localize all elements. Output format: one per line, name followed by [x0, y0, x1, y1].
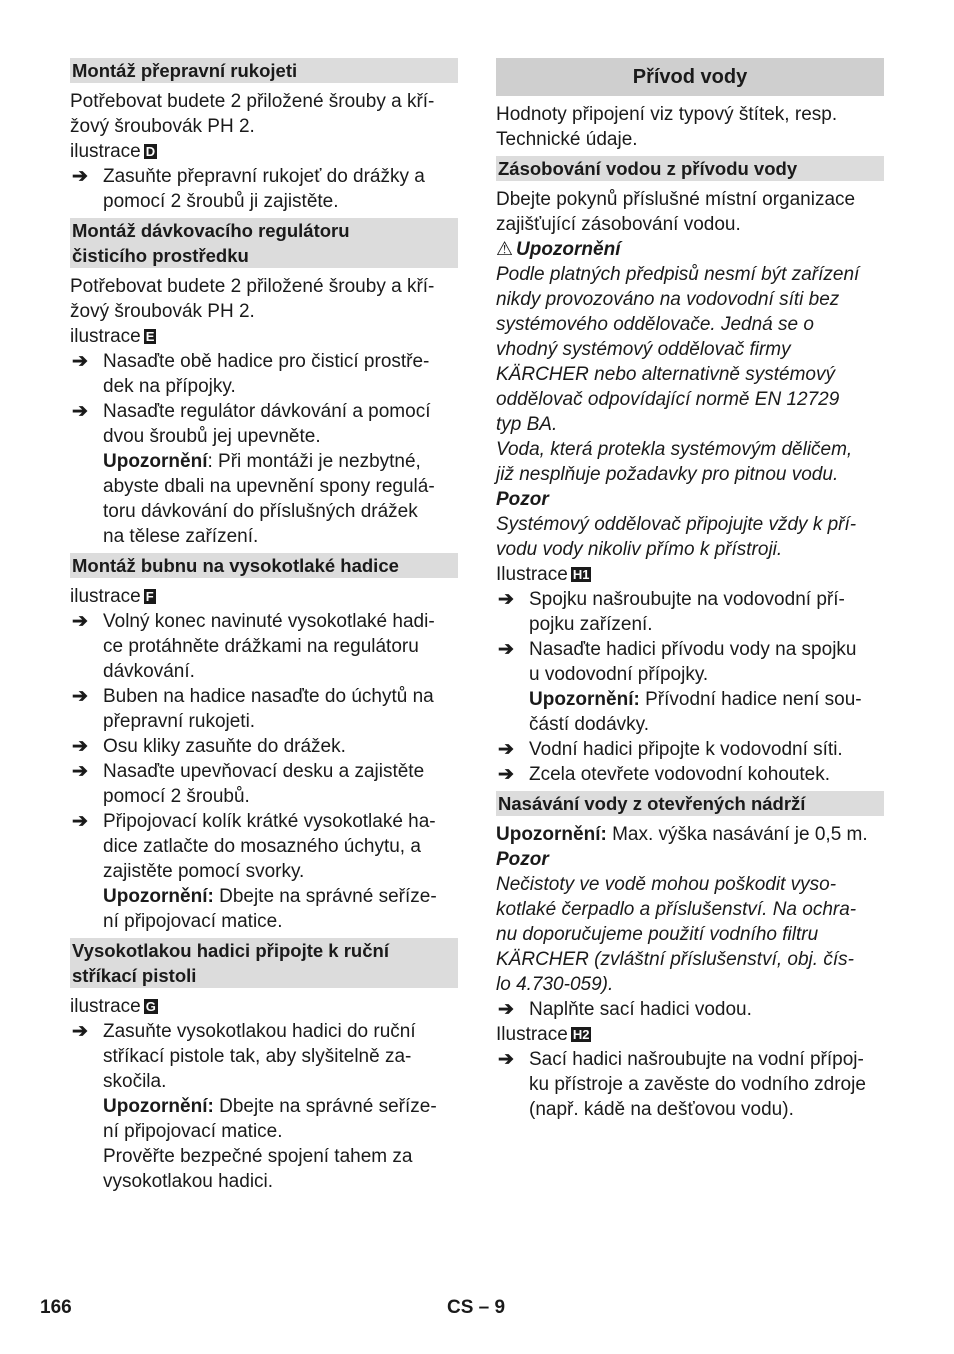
paragraph: Potřebovat budete 2 přiložené šrouby a kří- žový šroubovák PH 2.	[70, 276, 435, 322]
paragraph: Potřebovat budete 2 přiložené šrouby a kří- žový šroubovák PH 2.	[70, 91, 435, 137]
section-heading-mains-supply: Zásobování vodou z přívodu vody	[496, 156, 884, 181]
arrow-icon: ➔	[72, 401, 88, 422]
figure-badge: H1	[572, 567, 590, 582]
page-number: 166	[40, 1297, 72, 1318]
paragraph: Hodnoty připojení viz typový štítek, resp. Technické údaje.	[496, 104, 838, 150]
illustration-reference: ilustrace E	[70, 326, 155, 347]
section-heading-open-tanks: Nasávání vody z otevřených nádrží	[496, 791, 884, 816]
arrow-icon: ➔	[498, 999, 514, 1020]
illustration-reference: ilustrace D	[70, 141, 156, 162]
list-item: ➔ Buben na hadice nasaďte do úchytů na přepravní rukojeti.	[72, 686, 434, 732]
illustration-reference: Ilustrace H2	[496, 1024, 590, 1045]
caution-label: Pozor	[496, 489, 549, 510]
note: Upozornění: Dbejte na správné seříze- ní připojovací matice. Prověřte bezpečné spojení tahem za vysokotlakou hadici.	[103, 1096, 437, 1192]
arrow-icon: ➔	[72, 761, 88, 782]
arrow-icon: ➔	[498, 739, 514, 760]
figure-badge: D	[145, 144, 156, 159]
list-item: ➔ Spojku našroubujte na vodovodní pří- pojku zařízení.	[498, 589, 845, 635]
caution-text: Systémový oddělovač připojujte vždy k pří- vodu vody nikoliv přímo k přístroji.	[496, 514, 857, 560]
list-item: ➔ Sací hadici našroubujte na vodní přípoj- ku přístroje a zavěste do vodního zdroje (např. kádě na dešťovou vodu).	[498, 1049, 866, 1120]
chapter-heading-water-supply: Přívod vody	[496, 58, 884, 96]
list-item: ➔ Zasuňte přepravní rukojeť do drážky a pomocí 2 šroubů ji zajistěte.	[72, 166, 425, 212]
list-item: ➔ Osu kliky zasuňte do drážek.	[72, 736, 346, 757]
arrow-icon: ➔	[72, 611, 88, 632]
arrow-icon: ➔	[72, 686, 88, 707]
arrow-icon: ➔	[72, 1021, 88, 1042]
caution-label: Pozor	[496, 849, 549, 870]
arrow-icon: ➔	[498, 639, 514, 660]
list-item: ➔ Zasuňte vysokotlakou hadici do ruční stříkací pistole tak, aby slyšitelně za- skočila.	[72, 1021, 416, 1092]
warning-text: Podle platných předpisů nesmí být zařízení nikdy provozováno na vodovodní síti bez systémového oddělovače. Jedná se o vhodný systémový oddělovač firmy KÄRCHER nebo alternativně systémový oddělovač odpovídající normě EN 12729 typ BA. Voda, která protekla systémovým děličem, již nesplňuje požadavky pro pitnou vodu.	[496, 264, 860, 485]
list-item: ➔ Naplňte sací hadici vodou.	[498, 999, 752, 1020]
section-heading-dosing-regulator: Montáž dávkovacího regulátoru čisticího prostředku	[70, 218, 458, 268]
illustration-reference: ilustrace G	[70, 996, 156, 1017]
list-item: ➔ Vodní hadici připojte k vodovodní síti.	[498, 739, 843, 760]
arrow-icon: ➔	[498, 589, 514, 610]
list-item: ➔ Volný konec navinuté vysokotlaké hadi- ce protáhněte drážkami na regulátoru dávkování.	[72, 611, 435, 682]
note: Upozornění: Přívodní hadice není sou- částí dodávky.	[529, 689, 862, 735]
warning-icon: ⚠	[496, 239, 514, 260]
illustration-reference: Ilustrace H1	[496, 564, 590, 585]
list-item: ➔ Připojovací kolík krátké vysokotlaké ha- dice zatlačte do mosazného úchytu, a zajistěte pomocí svorky.	[72, 811, 436, 882]
warning-label: ⚠ Upozornění	[496, 239, 621, 260]
arrow-icon: ➔	[72, 351, 88, 372]
caution-text: Nečistoty ve vodě mohou poškodit vyso- kotlaké čerpadlo a příslušenství. Na ochra- nu doporučujeme použití vodního filtru KÄRCHER (zvláštní příslušenství, obj. čís- lo 4.730-059).	[496, 874, 857, 995]
arrow-icon: ➔	[72, 166, 88, 187]
note: Upozornění: Dbejte na správné seříze- ní připojovací matice.	[103, 886, 437, 932]
note: Upozornění: Max. výška nasávání je 0,5 m.	[496, 824, 868, 845]
arrow-icon: ➔	[72, 811, 88, 832]
figure-badge: H2	[572, 1027, 590, 1042]
figure-badge: F	[145, 589, 154, 604]
section-heading-spray-gun: Vysokotlakou hadici připojte k ruční stříkací pistoli	[70, 938, 458, 988]
list-item: ➔ Nasaďte upevňovací desku a zajistěte pomocí 2 šroubů.	[72, 761, 425, 807]
list-item: ➔ Nasaďte hadici přívodu vody na spojku u vodovodní přípojky.	[498, 639, 857, 685]
left-column	[70, 58, 458, 1194]
page-section-label: CS – 9	[447, 1297, 506, 1318]
list-item: ➔ Nasaďte regulátor dávkování a pomocí dvou šroubů jej upevněte.	[72, 401, 431, 447]
right-column	[496, 58, 884, 1122]
section-heading-hose-drum: Montáž bubnu na vysokotlaké hadice	[70, 553, 458, 578]
paragraph: Dbejte pokynů příslušné místní organizace zajišťující zásobování vodou.	[496, 189, 856, 235]
list-item: ➔ Zcela otevřete vodovodní kohoutek.	[498, 764, 831, 785]
figure-badge: G	[145, 999, 156, 1014]
illustration-reference: ilustrace F	[70, 586, 154, 607]
list-item: ➔ Nasaďte obě hadice pro čisticí prostře- dek na přípojky.	[72, 351, 430, 397]
note: Upozornění: Při montáži je nezbytné, abyste dbali na upevnění spony regulá- toru dávkování do příslušných drážek na tělese zařízení.	[103, 451, 435, 547]
arrow-icon: ➔	[72, 736, 88, 757]
figure-badge: E	[145, 329, 155, 344]
arrow-icon: ➔	[498, 1049, 514, 1070]
section-heading-transport-handle: Montáž přepravní rukojeti	[70, 58, 458, 83]
arrow-icon: ➔	[498, 764, 514, 785]
